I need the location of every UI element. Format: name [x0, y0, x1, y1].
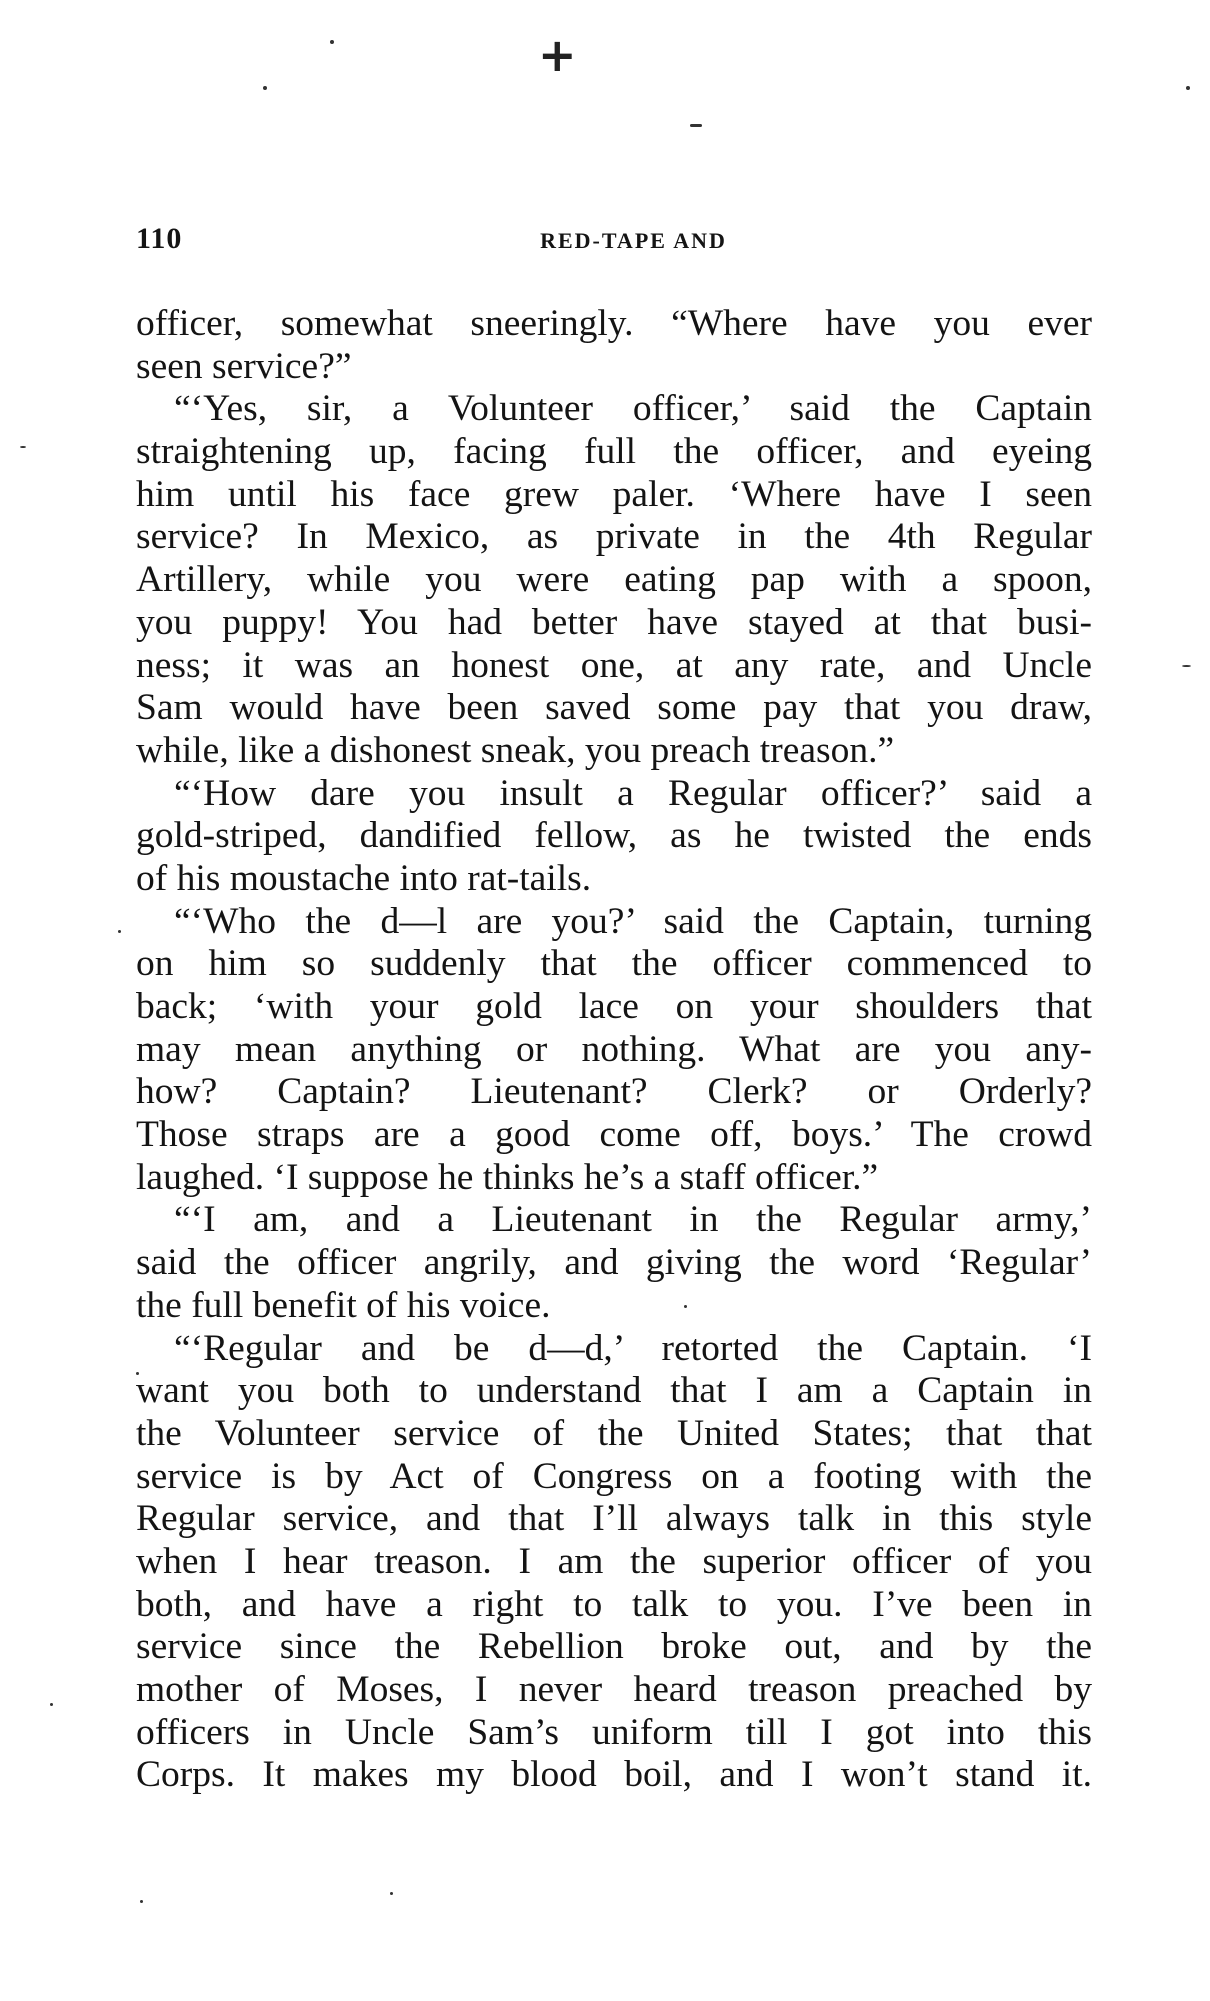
text-line: “‘How dare you insult a Regular officer?’ said a	[174, 772, 1092, 814]
text-line: when I hear treason. I am the superior officer of you	[136, 1540, 1092, 1582]
text-line: both, and have a right to talk to you. I’ve been in	[136, 1583, 1092, 1625]
text-line: service? In Mexico, as private in the 4th Regular	[136, 516, 1092, 558]
text-line: ness; it was an honest one, at any rate, and Uncle	[136, 644, 1092, 686]
text-line: service since the Rebellion broke out, and by the	[136, 1626, 1092, 1668]
page-header	[136, 222, 1091, 262]
text-line: officers in Uncle Sam’s uniform till I got into this	[136, 1711, 1092, 1753]
body-text	[136, 303, 1092, 1797]
cross-mark: +	[538, 28, 577, 82]
text-line: mother of Moses, I never heard treason preached by	[136, 1669, 1092, 1710]
ink-speck	[263, 86, 267, 90]
text-line: seen service?”	[136, 345, 352, 387]
text-line: of his moustache into rat-tails.	[136, 857, 592, 899]
text-line: back; ‘with your gold lace on your shoulders that	[136, 986, 1092, 1027]
ink-speck	[390, 1892, 393, 1895]
text-line: Regular service, and that I’ll always talk in this style	[136, 1498, 1092, 1540]
ink-speck	[140, 1900, 143, 1903]
ink-speck	[20, 446, 26, 448]
text-line: “‘Yes, sir, a Volunteer officer,’ said the Captain	[174, 388, 1092, 430]
text-line: Corps. It makes my blood boil, and I won’t stand it.	[136, 1754, 1092, 1796]
text-line: you puppy! You had better have stayed at that busi-	[136, 601, 1092, 643]
text-line: “‘Regular and be d—d,’ retorted the Captain. ‘I	[174, 1327, 1092, 1369]
text-line: service is by Act of Congress on a footing with the	[136, 1455, 1092, 1497]
text-line: while, like a dishonest sneak, you preach treason.”	[136, 729, 895, 771]
text-line: on him so suddenly that the officer commenced to	[136, 943, 1092, 985]
text-line: laughed. ‘I suppose he thinks he’s a staff officer.”	[136, 1156, 879, 1198]
text-line: him until his face grew paler. ‘Where have I seen	[136, 473, 1092, 515]
text-line: gold-striped, dandified fellow, as he twisted the ends	[136, 815, 1092, 857]
text-line: want you both to understand that I am a Captain in	[136, 1370, 1092, 1412]
text-line: Those straps are a good come off, boys.’ The crowd	[136, 1114, 1092, 1156]
running-head: RED-TAPE AND	[540, 228, 727, 253]
text-line: Artillery, while you were eating pap with a spoon,	[136, 559, 1092, 601]
text-line: how? Captain? Lieutenant? Clerk? or Orderly?	[136, 1071, 1092, 1113]
text-line: the Volunteer service of the United States; that that	[136, 1412, 1092, 1454]
page-number: 110	[136, 222, 183, 255]
text-line: “‘Who the d—l are you?’ said the Captain, turning	[174, 900, 1092, 942]
ink-speck	[1186, 86, 1190, 90]
text-line: said the officer angrily, and giving the word ‘Regular’	[136, 1242, 1092, 1284]
text-line: “‘I am, and a Lieutenant in the Regular army,’	[174, 1199, 1092, 1241]
ink-speck	[690, 124, 702, 127]
ink-speck	[118, 930, 121, 933]
ink-speck	[50, 1703, 53, 1706]
ink-speck	[330, 40, 334, 44]
text-line: officer, somewhat sneeringly. “Where have you ever	[136, 303, 1092, 344]
text-line: may mean anything or nothing. What are you any-	[136, 1028, 1092, 1070]
text-line: straightening up, facing full the officer, and eyeing	[136, 431, 1092, 473]
ink-speck	[1182, 665, 1191, 667]
text-line: the full benefit of his voice.	[136, 1284, 551, 1326]
text-line: Sam would have been saved some pay that you draw,	[136, 687, 1092, 729]
